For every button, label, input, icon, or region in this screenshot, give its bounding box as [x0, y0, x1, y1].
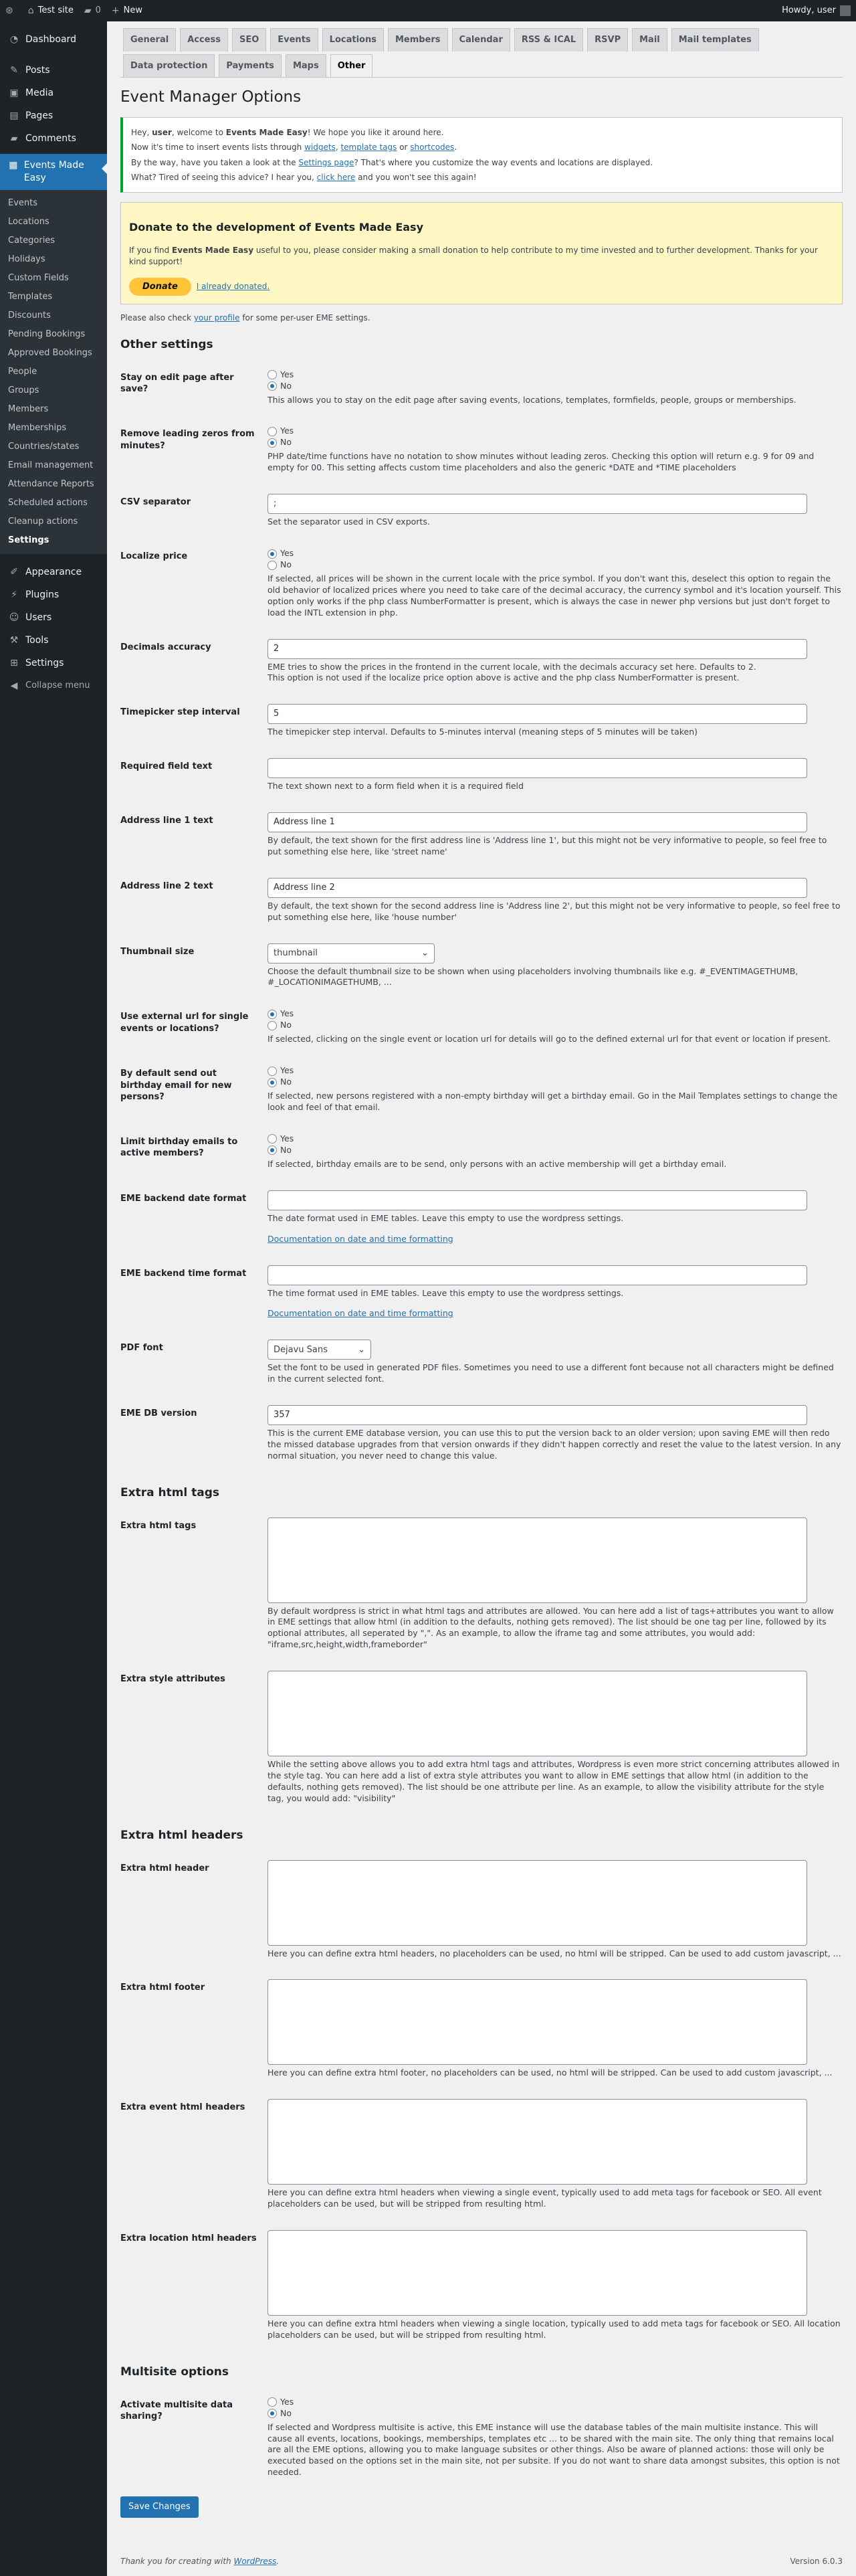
menu-label: Media	[25, 87, 54, 98]
menu-label: Pages	[25, 110, 54, 121]
option-label: Timepicker step interval	[120, 707, 240, 718]
submenu-item[interactable]: Discounts	[8, 310, 51, 320]
radio-yes[interactable]	[268, 548, 843, 559]
submenu-item[interactable]: Events	[8, 198, 38, 208]
option-label: By default send out birthday email for new persons?	[120, 1069, 232, 1103]
wordpress-icon: ⊛	[5, 5, 13, 16]
date-format-input[interactable]	[268, 1190, 807, 1210]
radio-button[interactable]	[268, 1145, 277, 1155]
option-remove-leading-zeros	[120, 416, 843, 484]
option-description: By default, the text shown for the second address line is 'Address line 2', but this might not be very informative to people, so feel free to put something else here, like 'house number'	[268, 900, 841, 922]
option-label: Address line 1 text	[120, 816, 213, 826]
extra-html-footer-textarea[interactable]	[268, 1979, 807, 2065]
section-multisite: Multisite options	[120, 2365, 229, 2379]
comment-count: 0	[95, 5, 101, 16]
radio-label: No	[280, 1020, 292, 1030]
option-label: Remove leading zeros from minutes?	[120, 429, 255, 451]
option-backend-time-format	[120, 1255, 843, 1330]
new-content-menu[interactable]	[106, 0, 148, 21]
radio-label: No	[280, 437, 292, 448]
radio-yes[interactable]	[268, 426, 843, 437]
radio-button[interactable]	[268, 1010, 277, 1019]
notice-user: user	[152, 128, 172, 138]
option-label: Thumbnail size	[120, 946, 195, 957]
option-description: If selected, clicking on the single event or location url for details will go to the defined external url for that event or location if present.	[268, 1034, 831, 1044]
option-limit-birthday	[120, 1123, 843, 1180]
option-label: Address line 2 text	[120, 881, 213, 891]
option-description: Here you can define extra html footer, no placeholders can be used, no html will be stripped. Can be used to add custom javascript, ...	[268, 2067, 833, 2078]
notice-text: , welcome to	[171, 128, 226, 138]
submenu-item[interactable]: Holidays	[8, 254, 45, 264]
timepicker-step-input[interactable]: 5	[268, 704, 807, 724]
home-icon: ⌂	[27, 5, 34, 16]
notice-text: ? That's where you customize the way events and locations are displayed.	[354, 157, 653, 167]
admin-footer	[120, 2556, 843, 2567]
radio-yes[interactable]	[268, 1008, 843, 1020]
extra-style-attributes-textarea[interactable]	[268, 1671, 807, 1756]
shortcodes-link[interactable]: shortcodes	[410, 143, 455, 153]
radio-button[interactable]	[268, 1078, 277, 1087]
submenu-item-settings[interactable]: Settings	[8, 535, 49, 545]
radio-label: No	[280, 1077, 292, 1087]
option-label: EME DB version	[120, 1408, 197, 1419]
menu-posts[interactable]	[0, 59, 107, 82]
option-description: By default wordpress is strict in what html tags and attributes are allowed. You can here add a list of tags+attributes you want to allow in EME settings that allow html (in addition to the defaults, nothing gets removed). The list should be one tag per line, followed by its optional attributes, all seperated by ",". As an example, to allow the iframe tag and some attributes, you would add: "iframe,src,height,width,frameborder"	[268, 1605, 834, 1650]
collapse-icon: ◀	[10, 680, 18, 691]
radio-label: Yes	[280, 1008, 294, 1019]
radio-button[interactable]	[268, 381, 277, 391]
wp-logo-menu[interactable]	[0, 0, 23, 21]
notice-text: Now it's time to insert events lists through	[131, 143, 305, 153]
radio-no[interactable]	[268, 437, 843, 448]
main-content	[120, 21, 843, 2518]
menu-comments[interactable]	[0, 127, 107, 150]
option-description: EME tries to show the prices in the frontend in the current locale, with the decimals accuracy set here. Defaults to 2. This option is not used if the localize price option above is active and the php class NumberFormatter is present.	[268, 661, 756, 683]
option-multisite-sharing	[120, 2387, 843, 2488]
menu-plugins[interactable]	[0, 583, 107, 606]
radio-yes[interactable]	[268, 369, 843, 381]
profile-link[interactable]: your profile	[193, 313, 240, 323]
radio-button[interactable]	[268, 370, 277, 379]
template-tags-link[interactable]: template tags	[340, 143, 397, 153]
tab-rss-ical[interactable]: RSS & ICAL	[514, 28, 583, 52]
radio-label: Yes	[280, 426, 294, 436]
section-extra-html-headers: Extra html headers	[120, 1828, 243, 1842]
plugin-icon: ⚡	[11, 589, 17, 600]
address-line-1-input[interactable]: Address line 1	[268, 812, 807, 832]
submenu-item[interactable]: Countries/states	[8, 442, 80, 452]
tab-payments[interactable]: Payments	[219, 54, 282, 78]
collapse-menu[interactable]	[0, 674, 107, 697]
tab-members[interactable]: Members	[388, 28, 448, 52]
save-changes-button[interactable]: Save Changes	[120, 2496, 199, 2518]
option-extra-style-attributes	[120, 1661, 843, 1815]
submenu-item[interactable]: Templates	[8, 292, 53, 302]
notice-text: ,	[335, 143, 341, 153]
option-description: The text shown next to a form field when it is a required field	[268, 781, 524, 792]
option-required-field-text	[120, 748, 843, 802]
notice-text: Hey,	[131, 128, 152, 138]
menu-settings[interactable]	[0, 652, 107, 674]
site-name: Test site	[37, 5, 74, 16]
settings-page-link[interactable]: Settings page	[298, 157, 354, 167]
option-description: The date format used in EME tables. Leave this empty to use the wordpress settings.	[268, 1212, 624, 1223]
submenu-item[interactable]: Members	[8, 404, 49, 414]
donate-button[interactable]: Donate	[129, 278, 191, 296]
dismiss-link[interactable]: click here	[316, 172, 356, 182]
menu-media[interactable]	[0, 82, 107, 104]
menu-label: Collapse menu	[25, 680, 90, 691]
notice-text: .	[454, 143, 457, 153]
submenu-item[interactable]: Attendance Reports	[8, 479, 94, 489]
profile-text: for some per-user EME settings.	[239, 313, 370, 323]
option-label: Extra style attributes	[120, 1674, 225, 1685]
settings-icon: ⊞	[10, 657, 18, 668]
settings-tabs	[120, 21, 843, 78]
wordpress-link[interactable]: WordPress	[233, 2557, 277, 2566]
option-label: Limit birthday emails to active members?	[120, 1136, 238, 1159]
site-name-menu[interactable]	[23, 0, 79, 21]
footer-version: Version 6.0.3	[790, 2557, 843, 2566]
option-description: If selected, birthday emails are to be send, only persons with an active membership will get a birthday email.	[268, 1158, 727, 1169]
radio-yes[interactable]	[268, 1065, 843, 1077]
radio-yes[interactable]	[268, 1133, 843, 1145]
menu-label: Tools	[25, 634, 49, 646]
option-label: Extra event html headers	[120, 2102, 245, 2113]
option-birthday-email	[120, 1055, 843, 1123]
menu-pages[interactable]	[0, 104, 107, 127]
option-description: Here you can define extra html headers when viewing a single event, typically used to add meta tags for facebook or SEO. All event placeholders can be used, but will be stripped from resulting html.	[268, 2187, 822, 2209]
dashboard-icon: ◔	[9, 33, 19, 45]
radio-label: No	[280, 559, 292, 570]
radio-button[interactable]	[268, 561, 277, 570]
option-description: The time format used in EME tables. Leave this empty to use the wordpress settings.	[268, 1287, 624, 1298]
option-description: Set the separator used in CSV exports.	[268, 517, 430, 527]
tab-seo[interactable]: SEO	[232, 28, 266, 52]
option-extra-location-headers	[120, 2220, 843, 2351]
menu-appearance[interactable]	[0, 561, 107, 583]
menu-dashboard[interactable]	[0, 28, 107, 51]
radio-label: No	[280, 2407, 292, 2418]
notice-plugin: Events Made Easy	[225, 128, 308, 138]
pin-icon: ✎	[10, 64, 18, 76]
pdf-font-select[interactable]	[268, 1340, 371, 1360]
submenu-item[interactable]: Cleanup actions	[8, 517, 78, 527]
option-description: This is the current EME database version, you can use this to put the version back to an older version; upon saving EME will then redo the missed database upgrades from that version onwards if they didn't happen correctly and reset the value to the latest version. In any normal situation, you never need to change this value.	[268, 1428, 841, 1461]
profile-text: Please also check	[120, 313, 194, 323]
radio-button[interactable]	[268, 438, 277, 448]
tab-access[interactable]: Access	[180, 28, 228, 52]
submenu-item[interactable]: Memberships	[8, 423, 67, 433]
select-value: thumbnail	[274, 947, 318, 958]
option-csv-separator	[120, 484, 843, 538]
events-submenu	[0, 190, 107, 554]
menu-label: Events Made Easy	[23, 160, 84, 183]
tab-rsvp[interactable]: RSVP	[587, 28, 628, 52]
radio-no[interactable]	[268, 381, 843, 392]
option-description: Here you can define extra html headers, no placeholders can be used, no html will be stripped. Can be used to add custom javascript, ...	[268, 1948, 841, 1958]
option-label: Decimals accuracy	[120, 642, 211, 652]
footer-thanks	[120, 2556, 279, 2567]
required-field-text-input[interactable]	[268, 758, 807, 778]
welcome-notice	[120, 117, 843, 193]
tab-mail-templates[interactable]: Mail templates	[671, 28, 759, 52]
option-label: Stay on edit page after save?	[120, 372, 234, 395]
option-label: EME backend date format	[120, 1193, 247, 1204]
decimals-input[interactable]: 2	[268, 639, 807, 659]
submenu-item[interactable]: Groups	[8, 385, 39, 395]
option-label: EME backend time format	[120, 1268, 247, 1279]
option-timepicker-step	[120, 694, 843, 748]
option-description: If selected and Wordpress multisite is active, this EME instance will use the database tables of the main multisite instance. This will cause all events, locations, bookings, memberships, templates etc ... to be shared with the main site. The only thing that remains local are all the EME options, allowing you to make language subsites or other things. Also be aware of planned actions: those will only be executed based on the options set in the main site, not per subsite. If you do not want to share data amongst subsites, this option is not needed.	[268, 2421, 840, 2478]
chevron-down-icon: ⌄	[421, 947, 429, 958]
user-menu[interactable]	[776, 0, 856, 21]
option-label: Extra html footer	[120, 1983, 205, 1993]
widgets-link[interactable]: widgets	[304, 143, 336, 153]
option-label: CSV separator	[120, 497, 191, 508]
calendar-icon: ▦	[9, 160, 18, 171]
section-other-settings: Other settings	[120, 337, 213, 351]
time-format-input[interactable]	[268, 1265, 807, 1285]
notice-line	[131, 142, 834, 153]
option-label: Required field text	[120, 761, 213, 772]
menu-label: Dashboard	[25, 33, 76, 45]
option-pdf-font	[120, 1329, 843, 1395]
extra-html-header-textarea[interactable]	[268, 1860, 807, 1946]
donate-text-part: useful to you, please consider making a small donation to help contribute to my time invested and to further development. Thanks for your kind support!	[129, 246, 818, 266]
radio-button[interactable]	[268, 1067, 277, 1076]
radio-label: Yes	[280, 1133, 294, 1143]
submenu-item[interactable]: Custom Fields	[8, 273, 69, 283]
option-description: Here you can define extra html headers when viewing a single location, typically used to add meta tags for facebook or SEO. All location placeholders can be used, but will be stripped from resulting html.	[268, 2318, 841, 2340]
menu-label: Posts	[25, 64, 50, 76]
page-title: Event Manager Options	[120, 88, 302, 106]
radio-button[interactable]	[268, 1134, 277, 1143]
option-label: Extra html tags	[120, 1520, 197, 1531]
radio-label: Yes	[280, 2396, 294, 2407]
submenu-item[interactable]: Locations	[8, 217, 49, 227]
notice-line	[131, 157, 834, 168]
donate-box	[120, 202, 843, 305]
user-icon: ☺	[9, 612, 19, 623]
option-label: Extra location html headers	[120, 2233, 257, 2244]
option-description: The timepicker step interval. Defaults to 5-minutes interval (meaning steps of 5 minutes will be taken)	[268, 727, 698, 737]
tab-maps[interactable]: Maps	[286, 54, 326, 78]
option-backend-date-format	[120, 1180, 843, 1255]
comment-icon: ▰	[84, 5, 92, 16]
admin-sidebar	[0, 21, 107, 2576]
option-description: This allows you to stay on the edit page after saving events, locations, templates, formfields, people, groups or memberships.	[268, 394, 796, 405]
comments-menu[interactable]	[79, 0, 106, 21]
option-description: Choose the default thumbnail size to be shown when using placeholders involving thumbnails like e.g. #_EVENTIMAGETHUMB, #_LOCATIONIMAGETHUMB, ...	[268, 965, 798, 988]
menu-users[interactable]	[0, 606, 107, 629]
radio-no[interactable]	[268, 2408, 843, 2419]
radio-label: Yes	[280, 1065, 294, 1076]
radio-no[interactable]	[268, 1145, 843, 1156]
submenu-item[interactable]: Email management	[8, 460, 94, 470]
db-version-input[interactable]: 357	[268, 1405, 807, 1425]
donate-text	[129, 245, 834, 266]
menu-tools[interactable]	[0, 629, 107, 652]
menu-label: Plugins	[25, 589, 60, 600]
option-description: PHP date/time functions have no notation to show minutes without leading zeros. Checking this option will return e.g. 9 for 09 and empty for 00. This setting affects custom time placeholders and also the generic *DATE and *TIME placeholders	[268, 451, 815, 473]
notice-line	[131, 127, 834, 138]
donate-text-part: If you find	[129, 246, 173, 256]
time-doc-link[interactable]: Documentation on date and time formatting	[268, 1308, 453, 1319]
menu-label: Appearance	[25, 566, 82, 577]
radio-label: No	[280, 380, 292, 391]
submenu-item[interactable]: Approved Bookings	[8, 348, 92, 358]
option-decimals-accuracy	[120, 629, 843, 695]
menu-label: Users	[25, 612, 52, 623]
menu-label: Comments	[25, 132, 76, 144]
option-label: Activate multisite data sharing?	[120, 2399, 233, 2422]
plus-icon: +	[111, 5, 120, 16]
donate-title: Donate to the development of Events Made Easy	[129, 220, 423, 234]
wrench-icon: ⚒	[9, 634, 19, 646]
menu-label: Settings	[25, 657, 64, 668]
select-value: Dejavu Sans	[274, 1344, 328, 1355]
option-external-url	[120, 998, 843, 1055]
section-extra-html-tags: Extra html tags	[120, 1485, 220, 1499]
submenu-item[interactable]: People	[8, 367, 37, 377]
radio-yes[interactable]	[268, 2397, 843, 2408]
comment-icon: ▰	[10, 132, 18, 144]
donate-plugin: Events Made Easy	[172, 246, 254, 256]
radio-button[interactable]	[268, 427, 277, 436]
option-description: While the setting above allows you to add extra html tags and attributes, Wordpress is even more strict concerning attributes allowed in the style tag. You can here add a list of extra style attributes you want to allow in EME settings that allow html (in addition to the defaults, nothing gets removed). The list should be one attribute per line. As an example, to allow the visibility attribute for the style tag, you would add: "visibility"	[268, 1759, 840, 1803]
csv-separator-input[interactable]: ;	[268, 494, 807, 514]
tab-other[interactable]: Other	[330, 54, 373, 78]
option-extra-event-headers	[120, 2089, 843, 2220]
radio-label: No	[280, 1144, 292, 1155]
option-extra-html-footer	[120, 1969, 843, 2089]
option-address-line-1	[120, 802, 843, 868]
footer-text: .	[276, 2557, 280, 2566]
footer-text: Thank you for creating with	[120, 2557, 234, 2566]
option-label: PDF font	[120, 1343, 163, 1354]
option-extra-html-tags	[120, 1507, 843, 1661]
tab-data-protection[interactable]: Data protection	[123, 54, 215, 78]
avatar	[840, 5, 851, 16]
option-description: If selected, all prices will be shown in the current locale with the price symbol. If you don't want this, deselect this option to regain the old behavior of localized prices where you need to take care of the decimal accuracy, the currency symbol and it's location yourself. This option only works if the php class NumberFormatter is present, which is always the case in newer php versions but just don't forget to load the INTL extension in php.	[268, 573, 841, 618]
new-label: New	[123, 5, 142, 16]
extra-html-tags-textarea[interactable]	[268, 1517, 807, 1603]
submenu-item[interactable]: Categories	[8, 236, 56, 246]
option-description: Set the font to be used in generated PDF files. Sometimes you need to use a different font because not all characters might be defined in the current selected font.	[268, 1362, 834, 1384]
radio-label: Yes	[280, 548, 294, 559]
thumbnail-size-select[interactable]	[268, 943, 435, 963]
radio-label: Yes	[280, 369, 294, 379]
submenu-item[interactable]: Pending Bookings	[8, 329, 86, 339]
menu-events-made-easy[interactable]	[0, 154, 107, 190]
radio-no[interactable]	[268, 1020, 843, 1031]
notice-line	[131, 172, 834, 183]
notice-text: By the way, have you taken a look at the	[131, 157, 299, 167]
tab-calendar[interactable]: Calendar	[452, 28, 510, 52]
chevron-down-icon: ⌄	[358, 1344, 365, 1355]
notice-text: or	[397, 143, 411, 153]
option-db-version	[120, 1395, 843, 1472]
option-localize-price	[120, 538, 843, 629]
date-doc-link[interactable]: Documentation on date and time formatting	[268, 1233, 453, 1244]
already-donated-link[interactable]: I already donated.	[196, 281, 270, 291]
radio-button[interactable]	[268, 1021, 277, 1030]
tab-general[interactable]: General	[123, 28, 176, 52]
extra-event-headers-textarea[interactable]	[268, 2099, 807, 2185]
profile-note	[120, 312, 843, 323]
notice-text: ! We hope you like it around here.	[307, 128, 444, 138]
tab-mail[interactable]: Mail	[632, 28, 667, 52]
option-description: If selected, new persons registered with a non-empty birthday will get a birthday email. Go in the Mail Templates settings to change the look and feel of that email.	[268, 1091, 838, 1113]
radio-button[interactable]	[268, 2397, 277, 2407]
option-stay-on-edit	[120, 359, 843, 416]
radio-no[interactable]	[268, 559, 843, 571]
option-label: Use external url for single events or locations?	[120, 1012, 249, 1034]
notice-text: What? Tired of seeing this advice? I hear you,	[131, 172, 317, 182]
howdy-text: Howdy, user	[782, 5, 836, 16]
address-line-2-input[interactable]: Address line 2	[268, 878, 807, 898]
extra-location-headers-textarea[interactable]	[268, 2230, 807, 2316]
page-icon: ▤	[9, 110, 19, 121]
option-label: Localize price	[120, 551, 188, 562]
option-description: By default, the text shown for the first address line is 'Address line 1', but this might not be very informative to people, so feel free to put something else here, like 'street name'	[268, 835, 827, 856]
option-address-line-2	[120, 868, 843, 933]
media-icon: ▣	[9, 87, 19, 98]
tab-events[interactable]: Events	[270, 28, 318, 52]
tab-locations[interactable]: Locations	[322, 28, 384, 52]
radio-no[interactable]	[268, 1077, 843, 1088]
option-thumbnail-size	[120, 933, 843, 999]
notice-text: and you won't see this again!	[355, 172, 477, 182]
radio-button[interactable]	[268, 549, 277, 559]
brush-icon: ✐	[10, 566, 18, 577]
submenu-item[interactable]: Scheduled actions	[8, 498, 88, 508]
radio-button[interactable]	[268, 2409, 277, 2418]
option-label: Extra html header	[120, 1863, 209, 1873]
admin-bar	[0, 0, 856, 21]
option-extra-html-header	[120, 1850, 843, 1970]
